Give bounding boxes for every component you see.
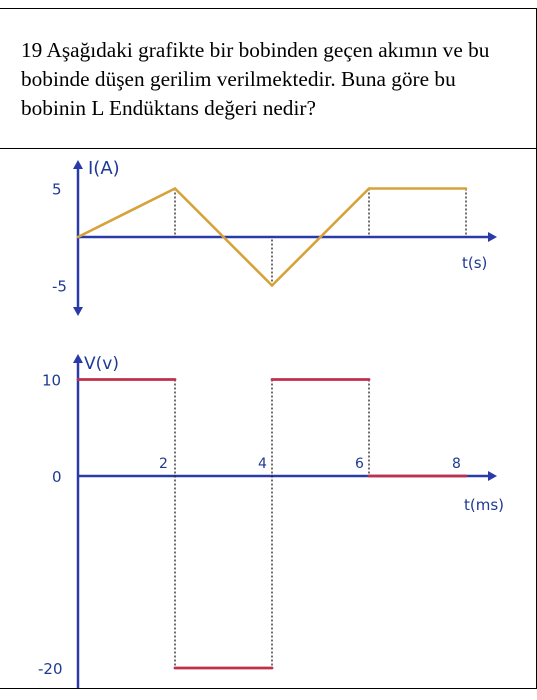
current-y-axis-arrow-up: [73, 160, 83, 169]
current-x-axis-label: t(s): [462, 254, 488, 272]
current-data-point: [174, 187, 177, 190]
voltage-x-tick-label: 6: [355, 456, 364, 472]
voltage-x-tick-label: 2: [159, 456, 168, 472]
current-y-axis-label: I(A): [88, 158, 120, 179]
current-data-point: [465, 187, 468, 190]
voltage-x-tick-label: 4: [258, 456, 267, 472]
current-data-point: [271, 284, 274, 287]
current-y-axis-arrow-down: [73, 307, 83, 316]
voltage-y-tick-label: -20: [38, 660, 63, 678]
current-y-tick-label: 5: [52, 180, 62, 199]
voltage-y-tick-label: 10: [42, 371, 62, 390]
voltage-y-tick-label: 0: [52, 468, 62, 486]
question-text: 19 Aşağıdaki grafikte bir bobinden geçen akımın ve bu bobinde düşen gerilim verilmektedir. Buna göre bu bobinin L Endüktans değeri nedir?: [21, 38, 490, 120]
voltage-y-axis-arrow: [73, 354, 83, 363]
current-y-tick-label: -5: [52, 277, 67, 296]
voltage-x-tick-label: 8: [452, 456, 461, 472]
voltage-x-axis-label: t(ms): [464, 496, 505, 514]
voltage-x-axis-arrow: [488, 471, 497, 481]
current-x-axis-arrow: [488, 232, 497, 242]
current-data-point: [368, 187, 371, 190]
voltage-y-axis-label: V(v): [84, 354, 119, 374]
current-data-point: [77, 236, 80, 239]
